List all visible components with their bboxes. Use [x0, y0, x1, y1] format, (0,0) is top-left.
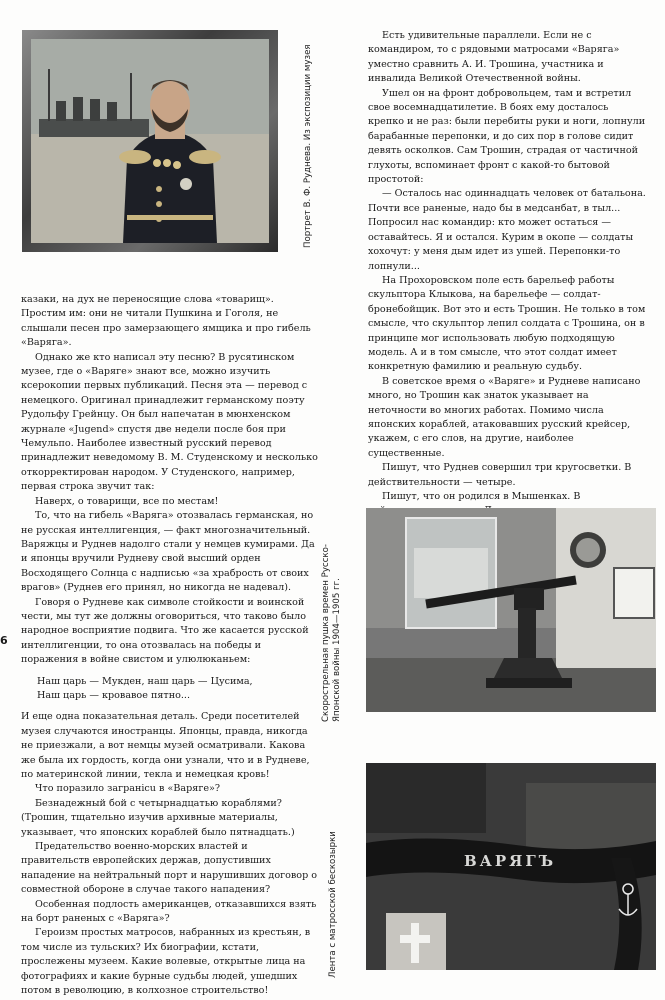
paragraph: Есть удивительные параллели. Если не с командиром, то с рядовыми матросами «Варяга» уместно сравнить А. И. Трошина, участника и инвалида Великой Отечественной войны. — [368, 30, 620, 85]
paragraph: Предательство военно-морских властей и правительств европейских держав, допустивших нападение на нейтральный порт и нарушивших договор о совместной обороне в случае такого нападения? — [21, 841, 318, 896]
right-column — [368, 29, 646, 519]
gun-caption-line-2: Японской войны 1904—1905 гг. — [332, 578, 342, 722]
ribbon-photo — [366, 763, 656, 970]
paragraph: Пишут, что Руднев совершил три кругосветки. В действительности — четыре. — [368, 462, 632, 488]
ribbon-caption: Лента с матросской бескозырки — [328, 831, 338, 978]
gun-illustration — [366, 508, 656, 712]
ribbon-inscription: ВАРЯГЪ — [464, 852, 557, 870]
paragraph: Говоря о Рудневе как символе стойкости и воинской чести, мы тут же должны оговориться, что таково было народное восприятие подвига. Что же касается русской интеллигенции, то она отозвалась на победы и поражения в войне свистом и улюлюканьем: — [21, 596, 309, 666]
gun-caption-line-1: Скорострельная пушка времен Русско- — [321, 544, 331, 722]
paragraph: Наверх, о товарищи, все по местам! — [35, 495, 219, 507]
verse-line: Наш царь — Мукден, наш царь — Цусима, — [37, 675, 253, 687]
paragraph: казаки, на дух не переносящие слова «товарищ». Простим им: они не читали Пушкина и Гоголя, не слышали песен про замерзающего ямщика и про гибель «Варяга». — [21, 294, 311, 349]
verse-gap — [21, 703, 319, 710]
paragraph: Однако же кто написал эту песню? В русятинском музее, где о «Варяге» знают все, можно изучить ксерокопии первых публикаций. Песня эта — перевод с немецкого. Оригинал принадлежит германскому поэту Рудольфу Грейнцу. Он был напечатан в мюнхенском журнале «Jugend» спустя две недели после боя при Чемульпо. Наиболее известный русский перевод принадлежит неведомому В. М. Студенскому и несколько откорректирован народом. У Студенского, например, первая строка звучит так: — [21, 351, 318, 493]
paragraph: Героизм простых матросов, набранных из крестьян, в том числе из тульских? Их биографии, кстати, прослежены музеем. Какие волевые, открытые лица на фотографиях и какие бурные судьбы людей, ушедших потом в революцию, в колхозное строительство! — [21, 927, 311, 997]
verse-line: Наш царь — кровавое пятно... — [37, 689, 191, 701]
gun-photo — [366, 508, 656, 712]
portrait-canvas — [31, 39, 269, 243]
paragraph: — Осталось нас одиннадцать человек от батальона. Почти все раненые, надо бы в медсанбат, в тыл... Попросил нас командир: кто может остаться — оставайтесь. Я и остался. Курим в окопе — солдаты хохочут: у меня дым идет из ушей. Перепонки-то лопнули... — [368, 188, 646, 272]
paragraph: Особенная подлость американцев, отказавшихся взять на борт раненых с «Варяга»? — [21, 898, 317, 925]
paragraph: И еще одна показательная деталь. Среди посетителей музея случаются иностранцы. Японцы, правда, никогда не приезжали, а вот немцы музей осматривали. Какова же была их гордость, когда они узнали, что и в Рудневе, по материнской линии, текла и немецкая кровь! — [21, 711, 310, 780]
page-number: 6 — [0, 634, 8, 647]
verse-gap — [21, 668, 319, 675]
paragraph: Пишут, что он родился в Мышенках. В — [382, 491, 581, 502]
paragraph: То, что на гибель «Варяга» отозвалась германская, но не русская интеллигенция, — факт многозначительный. Варяжцы и Руднев надолго стали у немцев кумирами. Да и японцы вручили Рудневу свой высший орден Восходящего Солнца с надписью «за храбрость от своих врагов» (Руднев его принял, но никогда не надевал). — [21, 510, 315, 594]
portrait-caption: Портрет В. Ф. Руднева. Из экспозиции музея — [303, 44, 313, 248]
portrait-illustration — [31, 39, 269, 243]
left-column — [21, 293, 319, 999]
paragraph: Ушел он на фронт добровольцем, там и встретил свое восемнадцатилетие. В боях ему досталось крепко и не раз: были перебиты руки и ноги, лопнули барабанные перепонки, и до сих пор в голове сидит девять осколков. Сам Трошин, страдая от частичной глухоты, вспоминает фронт с какой-то бытовой простотой: — [368, 87, 646, 186]
gun-caption — [321, 506, 343, 722]
paragraph: На Прохоровском поле есть барельеф работы скульптора Клыкова, на барельефе — солдат-бронебойщик. Вот это и есть Трошин. Не только в том смысле, что скульптор лепил солдата с Трошина, он в принципе мог использовать любую подходящую модель. А и в том смысле, что этот солдат имеет конкретную фамилию и реальную судьбу. — [368, 274, 646, 373]
paragraph: Безнадежный бой с четырнадцатью кораблями? (Трошин, тщательно изучив архивные материалы, указывает, что японских кораблей было пятнадцать.) — [21, 797, 295, 838]
paragraph: Что поразило загранicu в «Варяге»? — [35, 783, 221, 795]
portrait-painting — [22, 30, 278, 252]
paragraph: В советское время о «Варяге» и Рудневе написано много, но Трошин как знаток указывает на неточности во многих работах. Помимо числа японских кораблей, атаковавших русский крейсер, укажем, с его слов, на другие, наиболее существенные. — [368, 375, 641, 459]
